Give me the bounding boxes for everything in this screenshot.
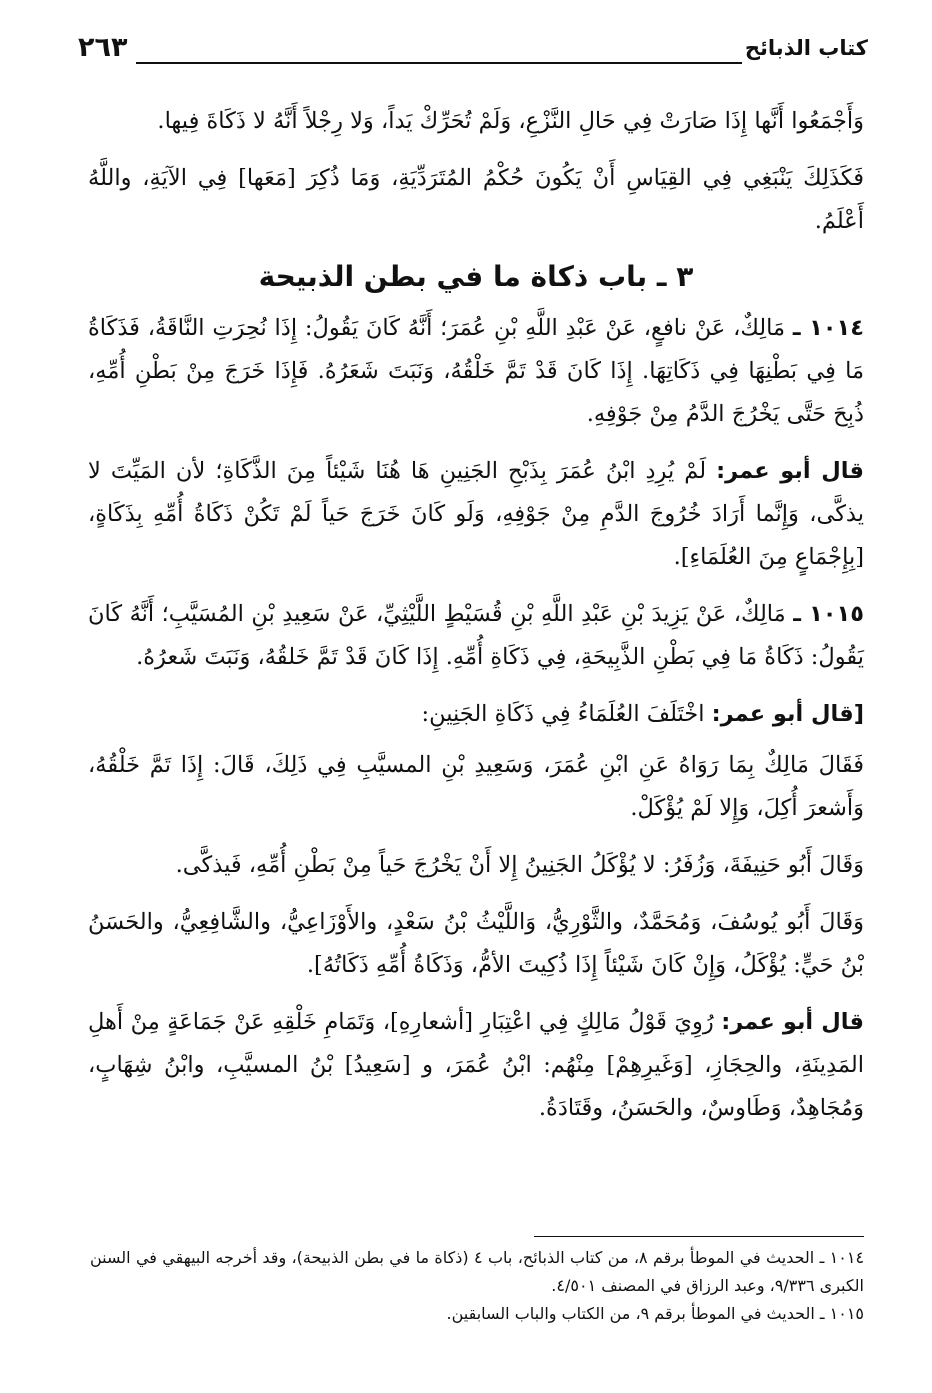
header-rule [136,62,742,64]
footnote-1015: ١٠١٥ ـ الحديث في الموطأ برقم ٩، من الكتاب والباب السابقين. [446,1304,864,1323]
main-text [88,100,864,1144]
commentary-text: لَمْ يُرِدِ ابْنُ عُمَرَ بِذَبْحِ الجَنِينِ هَا هُنَا شَيْئاً مِنَ الذَّكَاةِ؛ لأن المَيِّتَ لا يذكَّى، وَإِنَّما أَرَادَ خُرُوجَ الدَّمِ مِنْ جَوْفِهِ، وَلَو كَانَ خَرَجَ حَياً لَمْ تَكُنْ ذَكَاةُ أُمِّهِ بِذَكَاةٍ، [بِإِجْمَاعٍ مِنَ العُلَمَاءِ]. [88,458,864,570]
paragraph-analogy: فَكَذَلِكَ يَنْبَغِي فِي القِيَاسِ أَنْ يَكُونَ حُكْمُ المُتَرَدِّيَةِ، وَمَا ذُكِرَ [مَعَها] فِي الآيَةِ، واللَّهُ أَعْلَمُ. [88,165,864,234]
page-number: ٢٦٣ [78,32,128,63]
hadith-number: ١٠١٥ ـ [793,601,864,627]
paragraph-malik-view: فَقَالَ مَالِكٌ بِمَا رَوَاهُ عَنِ ابْنِ عُمَرَ، وَسَعِيدِ بْنِ المسيَّبِ فِي ذَلِكَ، قَالَ: إِذَا تَمَّ خَلْقُهُ، وَأَشعرَ أُكِلَ، وَإِلا لَمْ يُؤْكَلْ. [88,752,864,821]
footnote-1014: ١٠١٤ ـ الحديث في الموطأ برقم ٨، من كتاب الذبائح، باب ٤ (ذكاة ما في بطن الذبيحة)، وقد أخرجه البيهقي في السنن الكبرى ٩/٣٣٦، وعبد الرزاق في المصنف ٤/٥٠١. [90,1248,865,1295]
chapter-title: ٣ ـ باب ذكاة ما في بطن الذبيحة [258,260,694,293]
paragraph-abu-hanifa-view: وَقَالَ أَبُو حَنِيفَةَ، وَزُفَرُ: لا يُؤْكَلُ الجَنِينُ إِلا أَنْ يَخْرُجَ حَياً مِنْ بَطْنِ أُمِّهِ، فَيذكَّى. [175,852,864,878]
footnotes [90,1244,864,1328]
paragraph-consensus: وَأَجْمَعُوا أَنَّها إِذَا صَارَتْ فِي حَالِ النَّزْعِ، وَلَمْ تُحَرِّكْ يَداً، وَلا رِجْلاً أَنَّهُ لا ذَكَاةَ فِيها. [157,108,864,134]
hadith-number: ١٠١٤ ـ [792,315,864,341]
book-title: كتاب الذبائح [744,36,868,60]
commentary-text: رُوِيَ قَوْلُ مَالِكٍ فِي اعْتِبَارِ [أشعارِهِ]، وَتَمَامِ خَلْقِهِ عَنْ جَمَاعَةٍ مِنْ أَهلِ المَدِينَةِ، والحِجَازِ، [وَغَيرِهِمْ] مِنْهُم: ابْنُ عُمَرَ، و [سَعِيدُ] بْنُ المسيَّبِ، وابْنُ شِهَابٍ، وَمُجَاهِدٌ، وَطَاوسٌ، والحَسَنُ، وقَتَادَةُ. [88,1009,864,1121]
footnote-rule [534,1236,864,1237]
hadith-1014 [88,307,864,436]
commentary-3 [88,1001,864,1130]
hadith-1015 [88,593,864,679]
commentary-text: اخْتَلَفَ العُلَمَاءُ فِي ذَكَاةِ الجَنِينِ: [421,701,705,727]
commentary-2 [88,693,864,736]
commentary-speaker: قال أبو عمر: [721,1009,864,1035]
commentary-speaker: [قال أبو عمر: [711,701,864,727]
running-header [78,32,868,72]
hadith-text: مَالِكٌ، عَنْ يَزِيدَ بْنِ عَبْدِ اللَّهِ بْنِ قُسَيْطٍ اللَّيْثِيِّ، عَنْ سَعِيدِ بْنِ المُسَيَّبِ؛ أَنَّهُ كَانَ يَقُولُ: ذَكَاةُ مَا فِي بَطْنِ الذَّبِيحَةِ، فِي ذَكَاةِ أُمِّهِ. إِذَا كَانَ قَدْ تَمَّ خَلقُهُ، وَنَبَتَ شَعرُهُ. [88,601,864,670]
commentary-1 [88,450,864,579]
paragraph-majority-view: وَقَالَ أَبُو يُوسُفَ، وَمُحَمَّدٌ، والثَّوْرِيُّ، وَاللَّيْثُ بْنُ سَعْدٍ، والأَوْزَاعِيُّ، والشَّافِعِيُّ، والحَسَنُ بْنُ حَيٍّ: يُؤْكَلُ، وَإِنْ كَانَ شَيْئاً إِذَا ذُكِيتَ الأمُّ، وَذَكَاةُ أُمِّهِ ذَكَاتُهُ]. [88,909,864,978]
hadith-text: مَالِكٌ، عَنْ نافعٍ، عَنْ عَبْدِ اللَّهِ بْنِ عُمَرَ؛ أَنَّهُ كَانَ يَقُولُ: إِذَا نُحِرَتِ النَّاقَةُ، فَذَكَاةُ مَا فِي بَطْنِهَا فِي ذَكَاتِهَا. إِذَا كَانَ قَدْ تَمَّ خَلْقُهُ، وَنَبَتَ شَعَرُهُ. فَإِذَا خَرَجَ مِنْ بَطْنِ أُمِّهِ، ذُبِحَ حَتَّى يَخْرُجَ الدَّمُ مِنْ جَوْفِهِ. [88,315,864,427]
commentary-speaker: قال أبو عمر: [716,458,864,484]
